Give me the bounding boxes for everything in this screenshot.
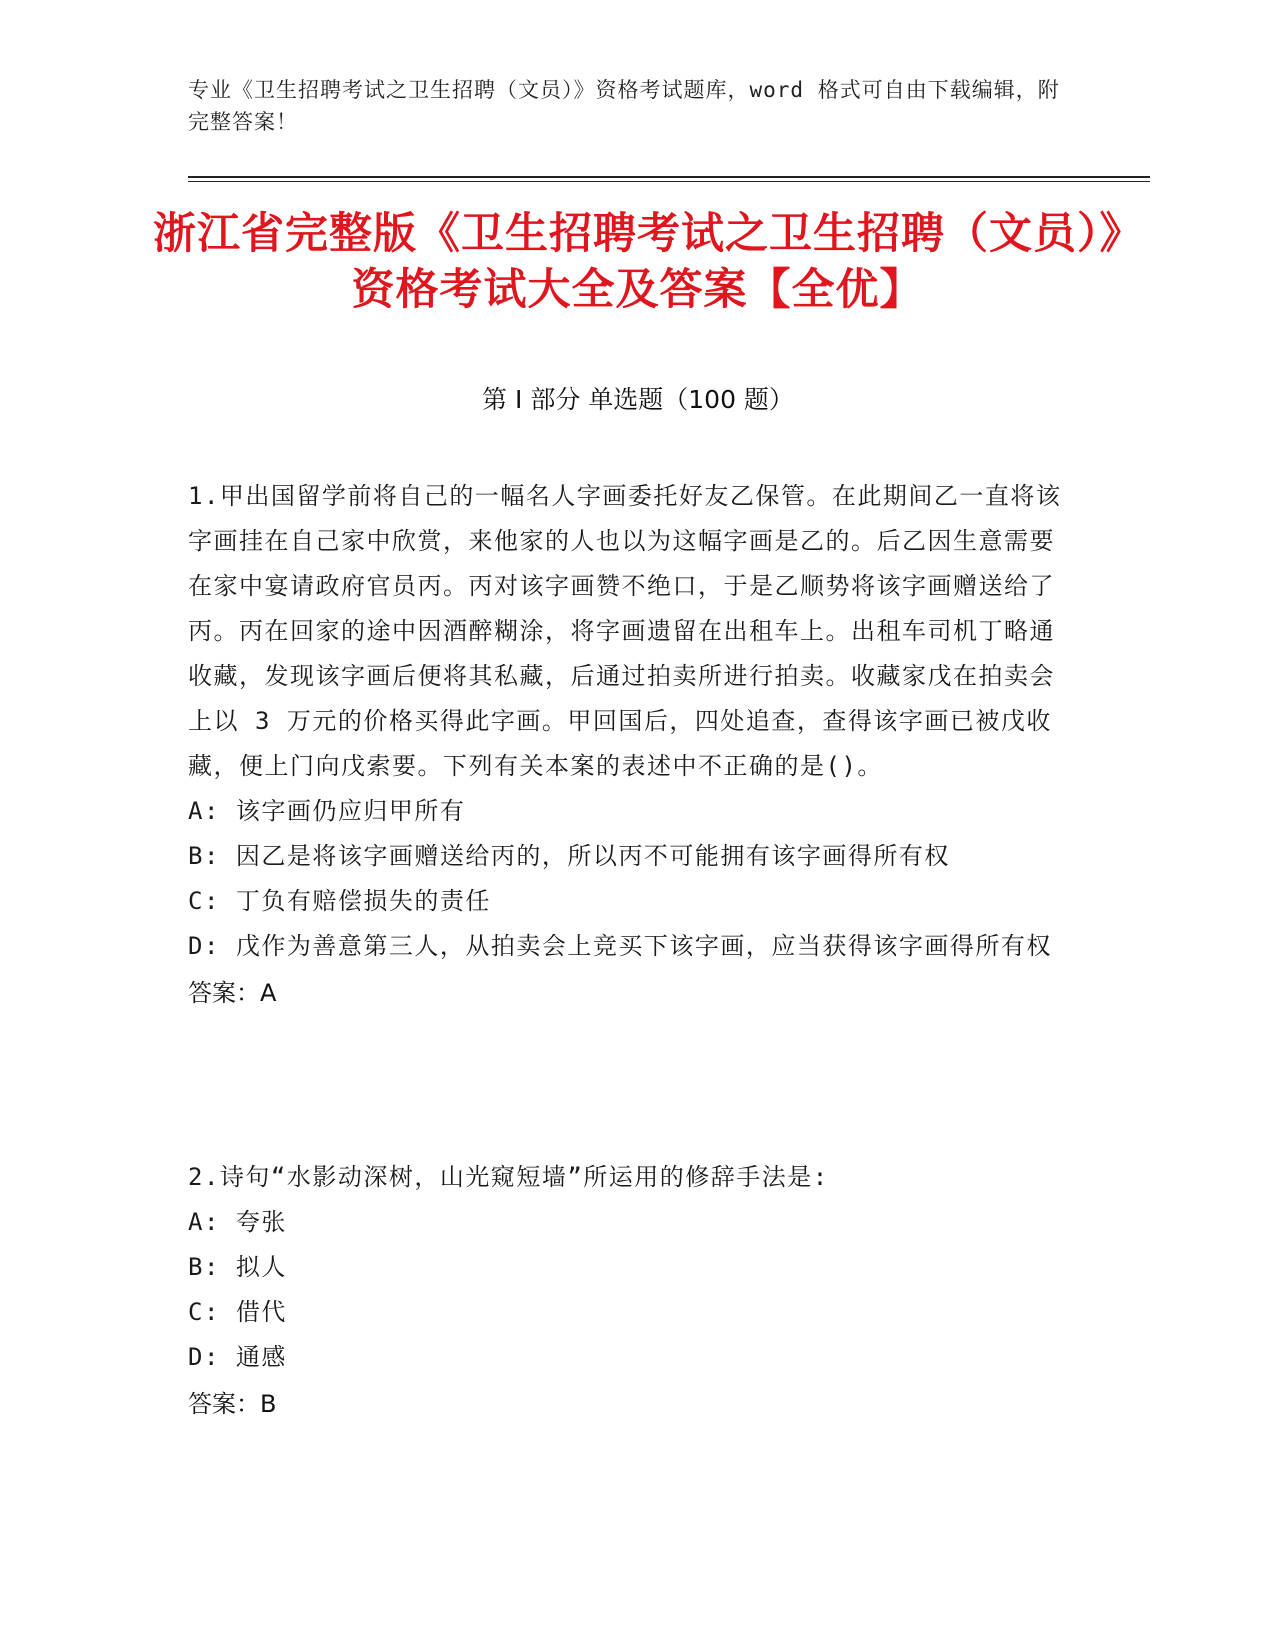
answer-line: 答案：B bbox=[188, 1390, 277, 1418]
header-divider-thick bbox=[188, 176, 1150, 178]
document-title: 浙江省完整版《卫生招聘考试之卫生招聘（文员）》资格考试大全及答案【全优】 bbox=[153, 209, 1122, 315]
option-a: A: 该字画仍应归甲所有 bbox=[188, 797, 466, 825]
option-b: B: 拟人 bbox=[188, 1253, 287, 1281]
option-d: D: 通感 bbox=[188, 1343, 287, 1371]
question-stem: 1.甲出国留学前将自己的一幅名人字画委托好友乙保管。在此期间乙一直将该字画挂在自己家中欣赏，来他家的人也以为这幅字画是乙的。后乙因生意需要在家中宴请政府官员丙。丙对该字画赞不绝口，于是乙顺势将该字画赠送给了丙。丙在回家的途中因酒醉糊涂，将字画遗留在出租车上。出租车司机丁略通收藏，发现该字画后便将其私藏，后通过拍卖所进行拍卖。收藏家戊在拍卖会上以 3 万元的价格买得此字画。甲回国后，四处追查，查得该字画已被戊收藏，便上门向戊索要。下列有关本案的表述中不正确的是()。 bbox=[188, 482, 1062, 780]
option-a: A: 夸张 bbox=[188, 1208, 287, 1236]
answer-line: 答案：A bbox=[188, 979, 277, 1007]
question-2 bbox=[188, 1155, 1068, 1427]
option-c: C: 丁负有赔偿损失的责任 bbox=[188, 887, 491, 915]
question-stem: 2.诗句“水影动深树，山光窥短墙”所运用的修辞手法是: bbox=[188, 1163, 829, 1191]
header-note: 专业《卫生招聘考试之卫生招聘（文员）》资格考试题库，word 格式可自由下载编辑，附完整答案！ bbox=[188, 78, 1060, 134]
option-b: B: 因乙是将该字画赠送给丙的，所以丙不可能拥有该字画得所有权 bbox=[188, 842, 950, 870]
question-1 bbox=[188, 474, 1068, 1016]
option-c: C: 借代 bbox=[188, 1298, 287, 1326]
header-divider-thin bbox=[188, 181, 1150, 182]
section-heading: 第 I 部分 单选题（100 题） bbox=[482, 385, 794, 414]
option-d: D: 戊作为善意第三人，从拍卖会上竞买下该字画，应当获得该字画得所有权 bbox=[188, 932, 1052, 960]
